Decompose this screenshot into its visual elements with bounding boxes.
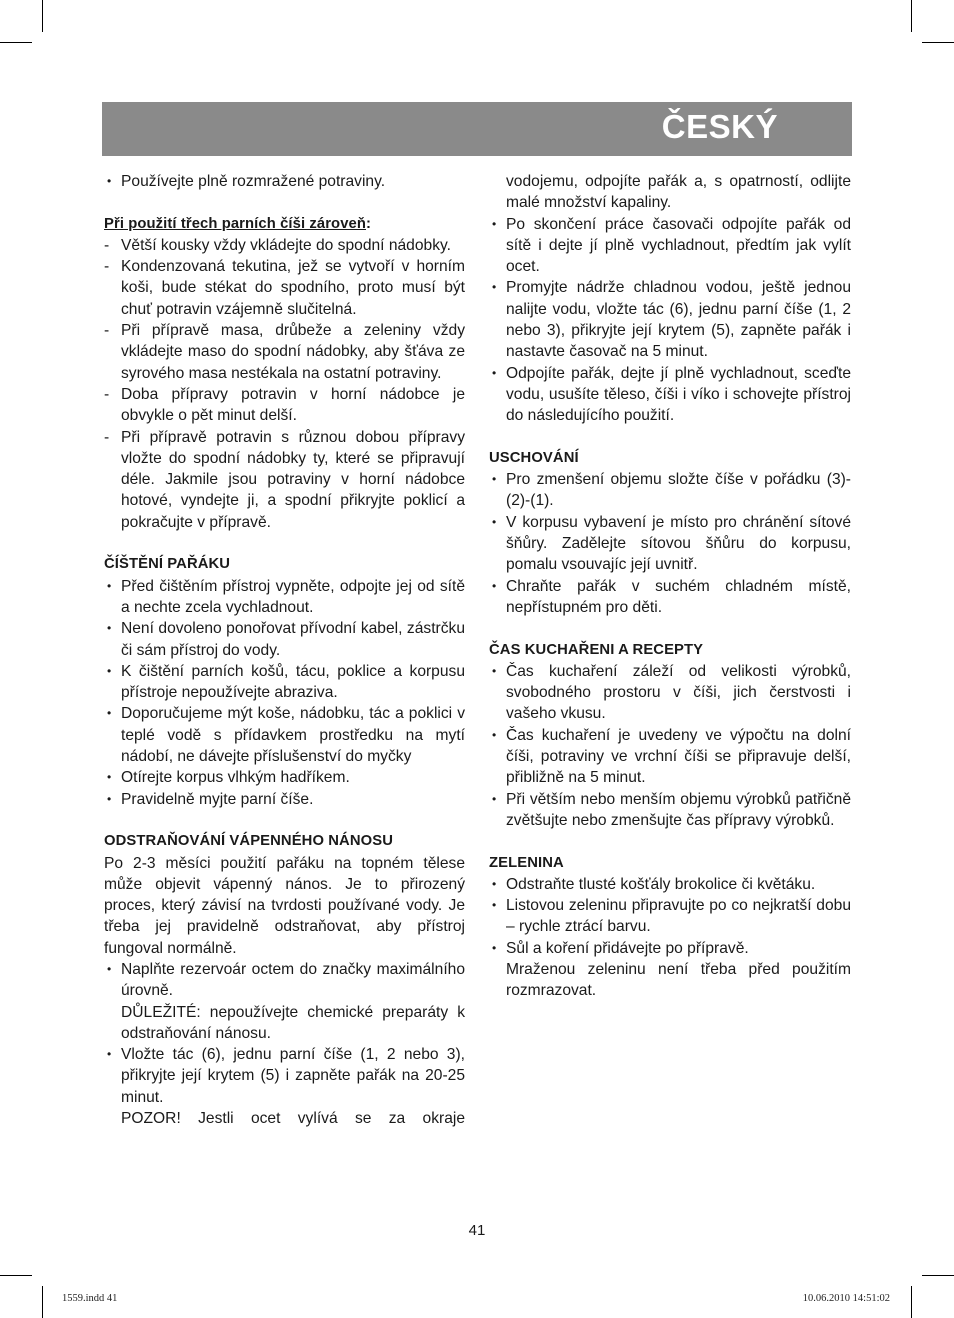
bullet-icon: • [492, 791, 497, 806]
continued-text: vodojemu, odpojíte pařák a, s opatrností, odlijte malé množství kapaliny. [506, 173, 851, 212]
list-item: • Před čištěním přístroj vypněte, odpojte jej od sítě a nechte zcela vychladnout. [104, 576, 465, 619]
list-item: • Po skončení práce časovači odpojíte pařák od sítě i dejte jí plně vychladnout, předtím jak vylít ocet. [489, 214, 851, 278]
crop-mark [42, 1286, 43, 1318]
section-heading-vegetables: ZELENINA [489, 854, 564, 871]
section-heading-three-bowls: Při použití třech parních číši zároveň: [104, 215, 372, 232]
list-item: • Pravidelně myjte parní číše. [104, 789, 465, 810]
list-item: • K čištění parních košů, tácu, poklice a korpusu přístroje nepoužívejte abraziva. [104, 661, 465, 704]
section-heading-cleaning: ČÍŠTĚNÍ PAŘÁKU [104, 556, 231, 573]
bullet-icon: • [492, 216, 497, 231]
bullet-icon: • [492, 727, 497, 742]
bullet-icon: • [492, 578, 497, 593]
section-heading-storage: USCHOVÁNÍ [489, 449, 579, 466]
bullet-icon: • [492, 940, 497, 955]
left-column [104, 171, 465, 1129]
list-item: • Používejte plně rozmražené potraviny. [104, 171, 465, 192]
date-slug: 10.06.2010 14:51:02 [802, 1293, 890, 1304]
list-item: • V korpusu vybavení je místo pro chránění sítové šňůry. Zadělejte sítovou šňůru do korpusu, pomalu vsouvajíc její uvnitř. [489, 512, 851, 576]
bullet-icon: • [492, 898, 497, 913]
bullet-icon: • [107, 663, 112, 678]
bullet-icon: • [107, 770, 112, 785]
bullet-icon: • [492, 876, 497, 891]
list-item: • Chraňte pařák v suchém chladném místě, nepřístupném pro děti. [489, 576, 851, 619]
list-item: • Čas kuchaření je uvedeny ve výpočtu na dolní číši, potraviny ve vrchní číši se připravuje delší, přibližně na 5 minut. [489, 725, 851, 789]
bullet-icon: • [107, 174, 112, 188]
list-item: - Doba přípravy potravin v horní nádobce je obvykle o pět minut delší. [104, 384, 465, 427]
list-item: • Pro zmenšení objemu složte číše v pořádku (3)-(2)-(1). [489, 469, 851, 512]
bullet-icon: • [107, 621, 112, 636]
list-item: - Větší kousky vždy vkládejte do spodní nádobky. [104, 235, 465, 256]
dash-marker: - [104, 428, 110, 446]
crop-mark [0, 1275, 32, 1276]
list-item: - Při přípravě masa, drůbeže a zeleniny vždy vkládejte maso do spodní nádobky, aby šťáva ze syrového masa nestékala na ostatní potraviny. [104, 320, 465, 384]
bullet-icon: • [107, 791, 112, 806]
bullet-icon: • [107, 1047, 112, 1062]
bullet-icon: • [492, 365, 497, 380]
right-column [489, 171, 851, 1002]
list-item: • Listovou zeleninu připravujte po co nejkratší dobu – rychle ztrácí barvu. [489, 895, 851, 938]
list-item: • Sůl a koření přidávejte po přípravě. [489, 938, 851, 959]
list-item: • Čas kuchaření záleží od velikosti výrobků, svobodného prostoru v číši, jich čerstvosti i vašeho vkusu. [489, 661, 851, 725]
dash-marker: - [104, 236, 110, 254]
list-item: • Není dovoleno ponořovat přívodní kabel, zástrčku či sám přístroj do vody. [104, 618, 465, 661]
file-slug: 1559.indd 41 [62, 1293, 118, 1304]
list-item: - Kondenzovaná tekutina, jež se vytvoří v horním koši, bude stékat do spodního, proto musí být chuť potravin vzájemně slučitelná. [104, 256, 465, 320]
bullet-icon: • [107, 706, 112, 721]
list-item: - Při přípravě potravin s různou dobou přípravy vložte do spodní nádobky ty, které se připravují déle. Jakmile jsou potraviny v horní nádobce hotové, vyndejte ji, a spodní přikryjte poklicí a pokračujte v přípravě. [104, 427, 465, 533]
list-item: • Otírejte korpus vlhkým hadříkem. [104, 767, 465, 788]
crop-mark [922, 1275, 954, 1276]
list-item: • Vložte tác (6), jednu parní číše (1, 2 nebo 3), přikryjte její krytem (5) i zapněte pařák na 20-25 minut. [104, 1044, 465, 1108]
warning-note: POZOR! Jestli ocet vylívá se za okraje [121, 1110, 465, 1128]
list-item: • Naplňte rezervoár octem do značky maximálního úrovně. [104, 959, 465, 1002]
bullet-icon: • [492, 514, 497, 529]
bullet-icon: • [492, 663, 497, 678]
section-heading-cooking: ČAS KUCHAŘENI A RECEPTY [489, 641, 704, 658]
crop-mark [911, 1286, 912, 1318]
dash-marker: - [104, 258, 110, 276]
bullet-icon: • [107, 578, 112, 593]
page-number: 41 [468, 1222, 486, 1239]
crop-mark [0, 42, 32, 43]
crop-mark [42, 0, 43, 32]
descaling-paragraph: Po 2-3 měsíci použití pařáku na topném tělese může objevit vápenný nános. Je to přirozený proces, který závisí na tvrdosti používané vody. Je třeba jej pravidelně odstraňovat, aby přístroj fungoval normálně. [104, 854, 465, 957]
list-item: • Promyjte nádrže chladnou vodou, ještě jednou nalijte vodu, vložte tác (6), jednu parní číše (1, 2 nebo 3), přikryjte její krytem (5), zapněte pařák i nastavte časovač na 5 minut. [489, 277, 851, 362]
bullet-icon: • [492, 472, 497, 487]
bullet-icon: • [107, 961, 112, 976]
dash-marker: - [104, 322, 110, 340]
list-item: • Odpojíte pařák, dejte jí plně vychladnout, sceďte vodu, usušíte těleso, číši i víko i schovejte přístroj do následujícího použití. [489, 363, 851, 427]
list-item: • Při větším nebo menším objemu výrobků patřičně zvětšujte nebo zmenšujte čas přípravy výrobků. [489, 789, 851, 832]
dash-marker: - [104, 385, 110, 403]
section-heading-descaling: ODSTRAŇOVÁNÍ VÁPENNÉHO NÁNOSU [104, 833, 393, 850]
language-header-bar [102, 102, 852, 156]
list-item: • Odstraňte tlusté košťály brokolice či květáku. [489, 874, 851, 895]
list-item: • Doporučujeme mýt koše, nádobku, tác a poklici v teplé vodě s přídavkem prostředku na mytí nádobí, ne dávejte příslušenství do myčky [104, 703, 465, 767]
language-title: ČESKÝ [661, 108, 778, 145]
crop-mark [911, 0, 912, 32]
important-note: DŮLEŽITÉ: nepoužívejte chemické preparáty k odstraňování nánosu. [121, 1003, 465, 1042]
bullet-icon: • [492, 280, 497, 295]
frozen-vegetables-note: Mraženou zeleninu není třeba před použitím rozmrazovat. [506, 960, 851, 1000]
crop-mark [922, 42, 954, 43]
